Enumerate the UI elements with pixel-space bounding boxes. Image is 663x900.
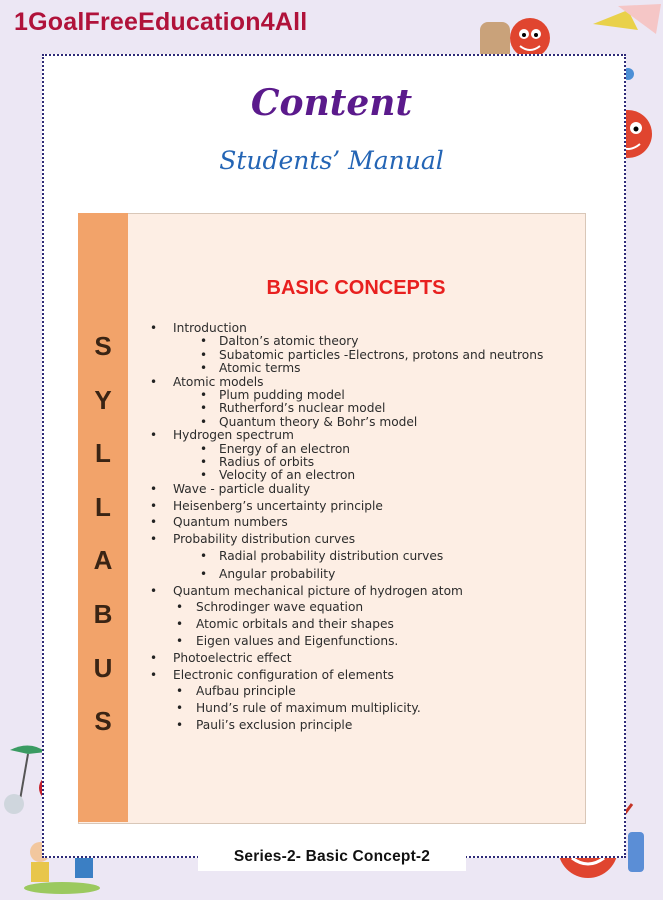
list-item: Probability distribution curves (173, 532, 356, 547)
page-subtitle: Students’ Manual (219, 146, 444, 175)
bullet-icon: • (200, 468, 208, 483)
bullet-icon: • (150, 498, 158, 513)
side-letter: U (93, 652, 113, 683)
list-item: Heisenberg’s uncertainty principle (173, 498, 383, 513)
bullet-icon: • (200, 414, 208, 429)
list-item: Radius of orbits (219, 455, 315, 469)
bullet-icon: • (200, 441, 208, 456)
list-item: Atomic orbitals and their shapes (196, 617, 394, 632)
bullet-icon: • (200, 347, 208, 362)
section-heading: BASIC CONCEPTS (266, 277, 446, 299)
bullet-icon: • (150, 583, 158, 598)
list-item: Hund’s rule of maximum multiplicity. (196, 701, 421, 716)
bullet-icon: • (150, 650, 158, 665)
syllabus-vertical-title (78, 320, 128, 749)
list-item: Dalton’s atomic theory (219, 334, 359, 349)
bullet-icon: • (176, 617, 184, 632)
side-letter: S (94, 331, 112, 361)
bullet-icon: • (176, 600, 184, 615)
list-item: Photoelectric effect (173, 650, 292, 665)
list-item: Electronic configuration of elements (173, 667, 394, 682)
list-item: Rutherford’s nuclear model (219, 401, 386, 416)
bullet-icon: • (176, 684, 184, 699)
list-item: Pauli’s exclusion principle (196, 718, 353, 732)
side-letter: Y (94, 384, 112, 415)
bullet-icon: • (176, 701, 184, 716)
list-item: Introduction (173, 321, 247, 335)
bullet-icon: • (200, 549, 208, 563)
bullet-icon: • (150, 515, 158, 530)
side-letter: L (95, 438, 111, 469)
bullet-icon: • (150, 532, 158, 547)
list-item: Wave - particle duality (173, 481, 311, 496)
list-item: Atomic models (173, 374, 264, 389)
bullet-icon: • (176, 718, 184, 732)
bullet-icon: • (200, 361, 208, 376)
bullet-icon: • (200, 401, 208, 416)
list-item: Energy of an electron (219, 441, 351, 456)
list-item: Angular probability (219, 566, 336, 581)
list-item: Plum pudding model (219, 388, 345, 402)
side-letter: A (93, 545, 113, 576)
list-item: Hydrogen spectrum (173, 428, 294, 443)
side-letter: L (95, 491, 111, 522)
bullet-icon: • (150, 481, 158, 496)
list-item: Radial probability distribution curves (219, 549, 444, 563)
bullet-icon: • (150, 374, 158, 389)
series-footer: Series-2- Basic Concept-2 (198, 843, 466, 871)
list-item: Quantum theory & Bohr’s model (219, 414, 418, 429)
bullet-icon: • (150, 667, 158, 682)
bullet-icon: • (200, 566, 208, 581)
list-item: Atomic terms (219, 361, 301, 376)
bullet-icon: • (150, 428, 158, 443)
bullet-icon: • (200, 334, 208, 349)
side-letter: S (94, 706, 112, 737)
site-brand: 1GoalFreeEducation4All (14, 8, 308, 36)
list-item: Quantum mechanical picture of hydrogen atom (173, 583, 463, 598)
list-item: Schrodinger wave equation (196, 600, 364, 615)
list-item: Quantum numbers (173, 515, 288, 530)
bullet-icon: • (200, 455, 208, 469)
list-item: Velocity of an electron (219, 468, 356, 483)
list-item: Eigen values and Eigenfunctions. (196, 634, 399, 648)
bullet-icon: • (200, 388, 208, 402)
list-item: Subatomic particles -Electrons, protons and neutrons (219, 347, 544, 362)
list-item: Aufbau principle (196, 684, 296, 699)
bullet-icon: • (176, 634, 184, 648)
side-letter: B (93, 598, 113, 629)
bullet-icon: • (150, 321, 158, 335)
page-title: Content (250, 82, 413, 124)
